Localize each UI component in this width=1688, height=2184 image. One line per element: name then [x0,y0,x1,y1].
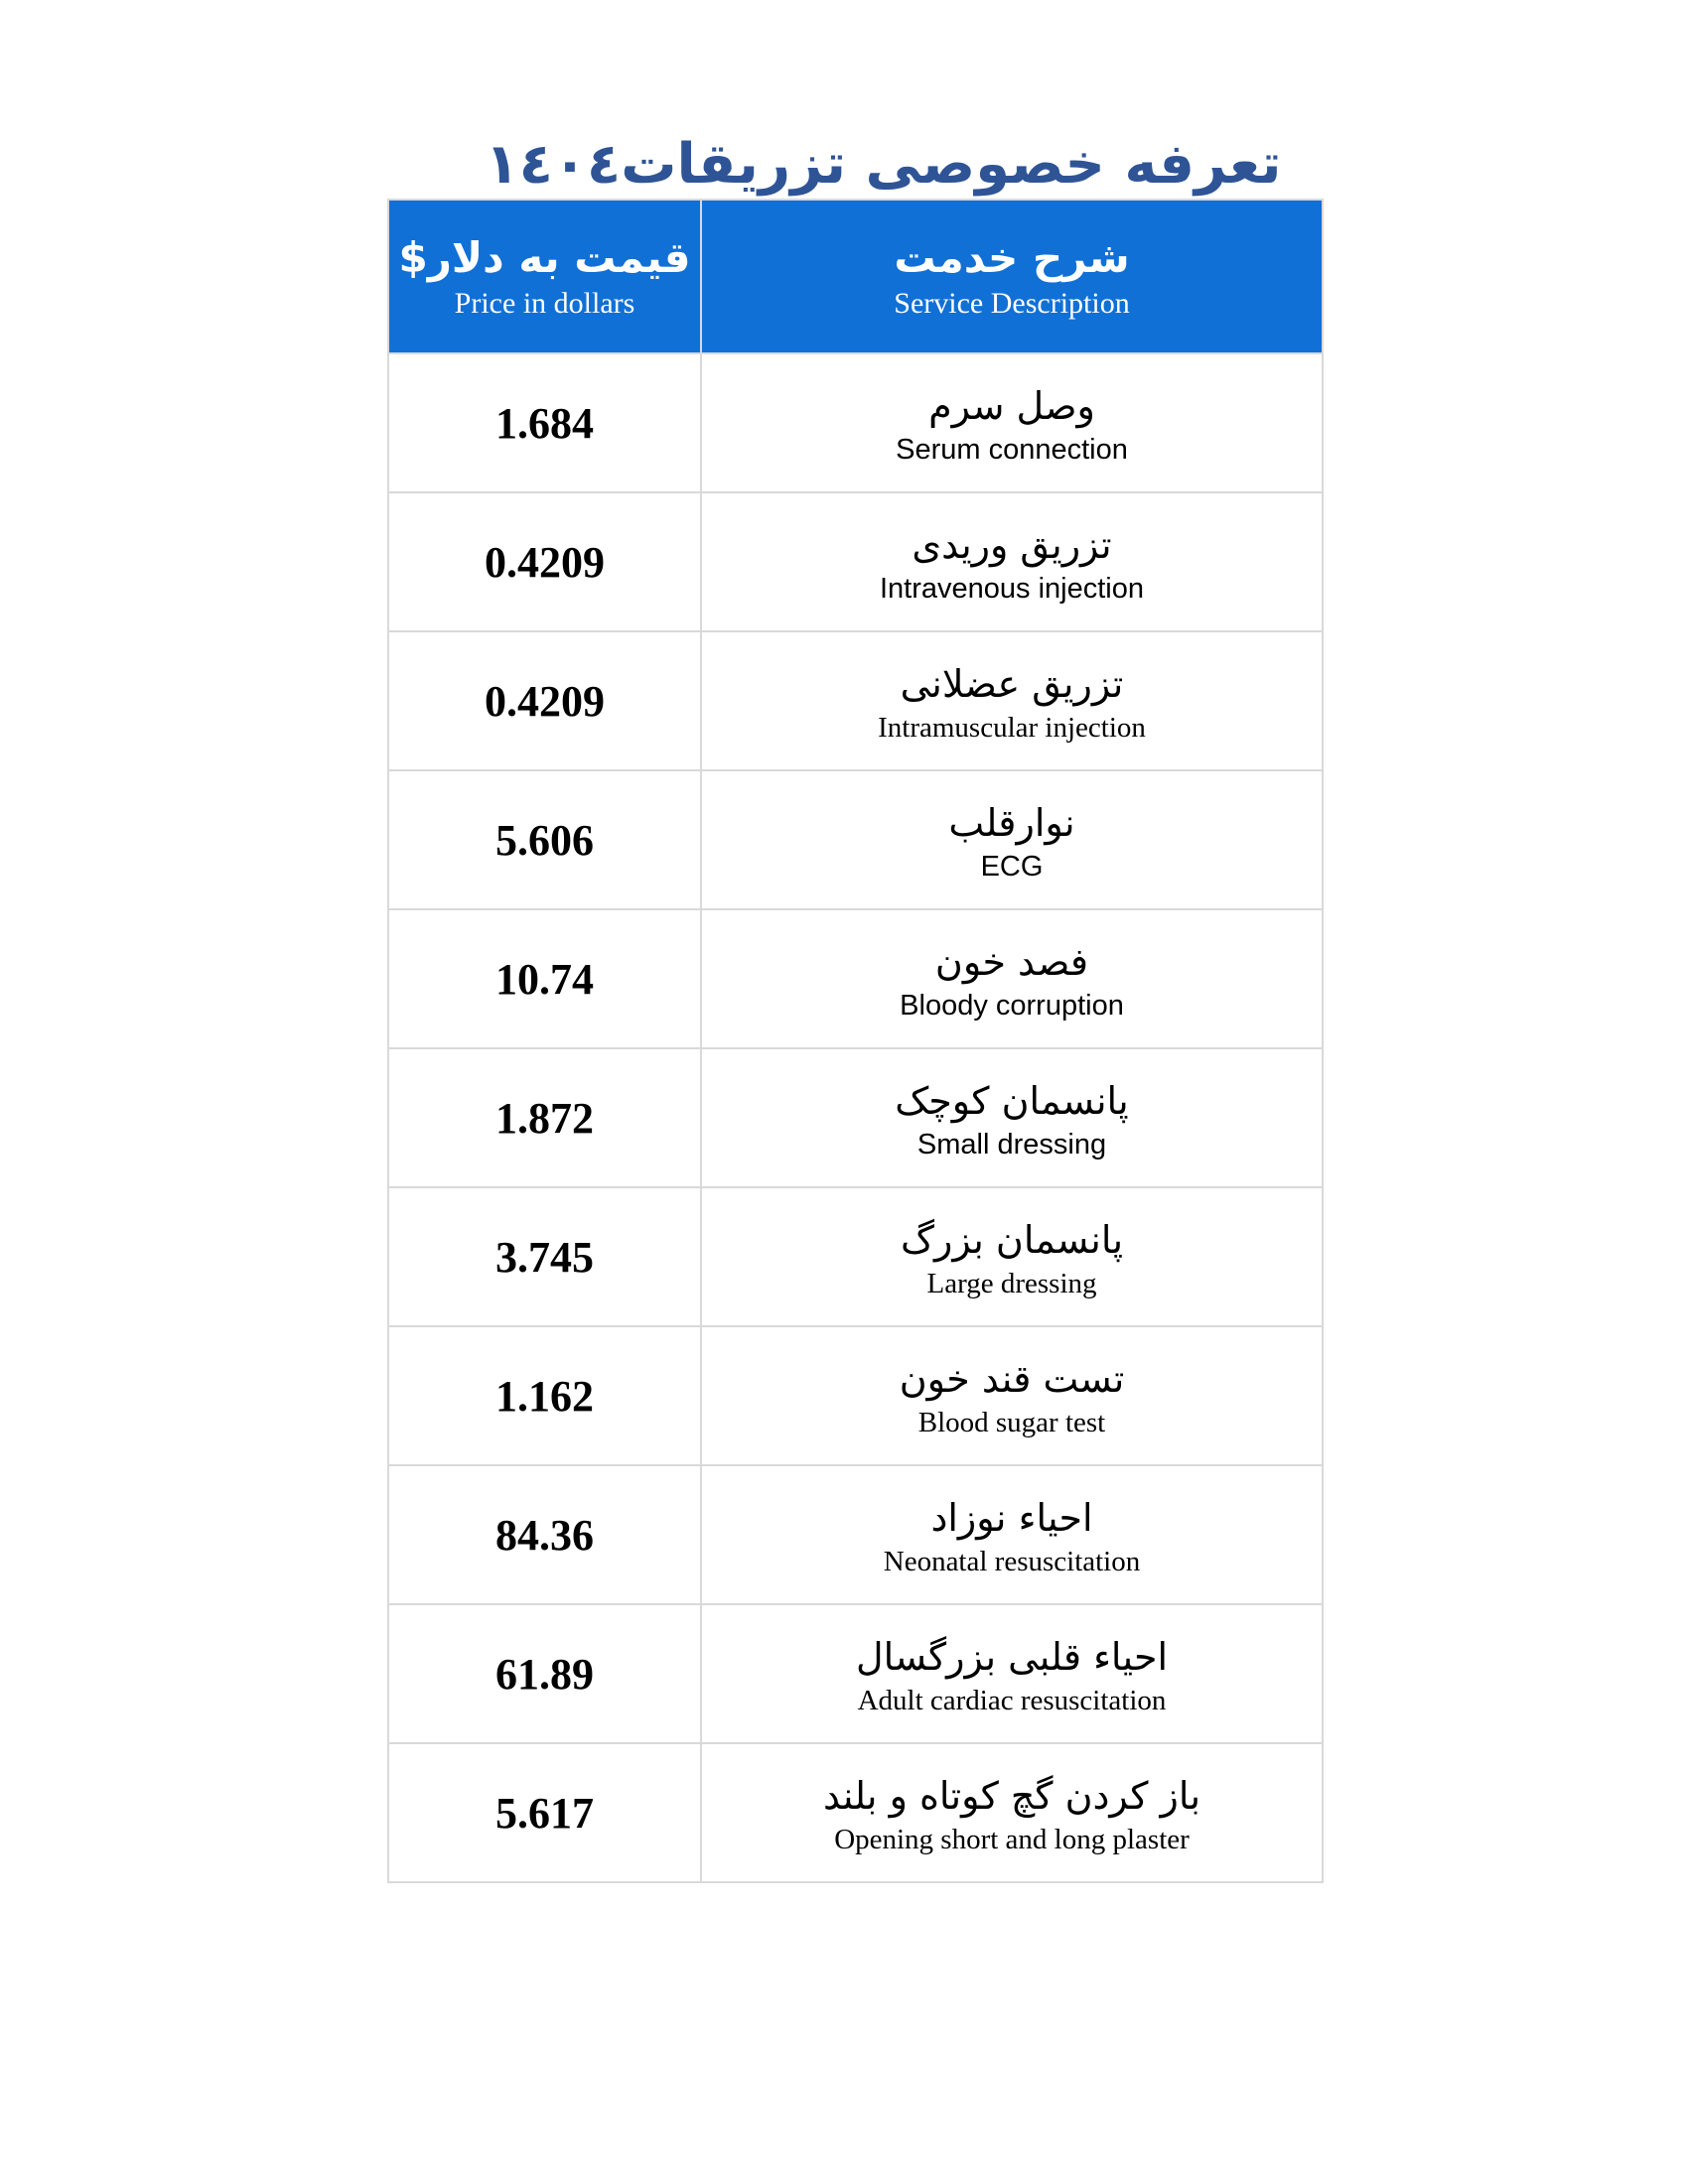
service-name-farsi: وصل سرم [928,383,1095,428]
service-name-english: Serum connection [896,433,1128,466]
service-name-farsi: پانسمان بزرگ [900,1217,1124,1262]
service-name-farsi: تزریق عضلانی [900,661,1124,706]
price-value: 1.162 [389,1327,702,1464]
header-service-column [702,201,1322,352]
service-cell [702,1466,1322,1603]
header-service-label-english: Service Description [894,286,1130,320]
service-name-english: Intramuscular injection [878,711,1146,744]
price-value: 5.617 [389,1744,702,1881]
table-body [389,352,1322,1881]
service-cell [702,771,1322,908]
header-price-label-english: Price in dollars [454,286,635,320]
service-name-english: Bloody corruption [900,989,1124,1022]
price-value: 84.36 [389,1466,702,1603]
header-price-label-farsi: قیمت به دلار$ [398,233,691,282]
price-value: 0.4209 [389,493,702,630]
service-cell [702,632,1322,769]
table-row [389,1464,1322,1603]
table-header-row [389,201,1322,352]
service-cell [702,1049,1322,1186]
service-name-english: Small dressing [916,1128,1107,1160]
service-name-english: Neonatal resuscitation [883,1545,1141,1577]
price-value: 10.74 [389,910,702,1047]
table-row [389,491,1322,630]
service-name-farsi: تزریق وریدی [912,522,1112,567]
service-name-farsi: نوارقلب [948,800,1075,845]
service-name-english: Opening short and long plaster [834,1823,1190,1855]
price-value: 5.606 [389,771,702,908]
price-value: 0.4209 [389,632,702,769]
table-row [389,352,1322,491]
service-cell [702,1327,1322,1464]
service-cell [702,1605,1322,1742]
price-value: 1.684 [389,354,702,491]
service-name-farsi: پانسمان کوچک [895,1078,1129,1123]
table-row [389,1742,1322,1881]
service-name-english: Adult cardiac resuscitation [857,1684,1167,1716]
tariff-table [387,199,1324,1883]
header-service-label-farsi: شرح خدمت [894,233,1130,282]
table-row [389,769,1322,908]
service-name-english: ECG [980,850,1044,883]
service-cell [702,354,1322,491]
table-row [389,630,1322,769]
service-name-english: Blood sugar test [917,1406,1106,1438]
service-name-english: Intravenous injection [880,572,1144,605]
service-name-farsi: تست قند خون [899,1356,1125,1401]
table-row [389,908,1322,1047]
service-cell [702,1744,1322,1881]
service-name-farsi: احیاء قلبی بزرگسال [855,1634,1169,1679]
header-price-column [389,201,702,352]
table-row [389,1047,1322,1186]
price-value: 3.745 [389,1188,702,1325]
service-name-farsi: فصد خون [934,939,1089,984]
table-row [389,1325,1322,1464]
table-row [389,1603,1322,1742]
service-name-farsi: باز کردن گچ کوتاه و بلند [822,1773,1201,1818]
price-value: 1.872 [389,1049,702,1186]
service-name-farsi: احیاء نوزاد [930,1495,1093,1540]
service-name-english: Large dressing [926,1267,1097,1299]
service-cell [702,493,1322,630]
service-cell [702,910,1322,1047]
table-row [389,1186,1322,1325]
service-cell [702,1188,1322,1325]
price-value: 61.89 [389,1605,702,1742]
page-title: تعرفه خصوصی تزریقات١٤٠٤ [485,131,1282,197]
